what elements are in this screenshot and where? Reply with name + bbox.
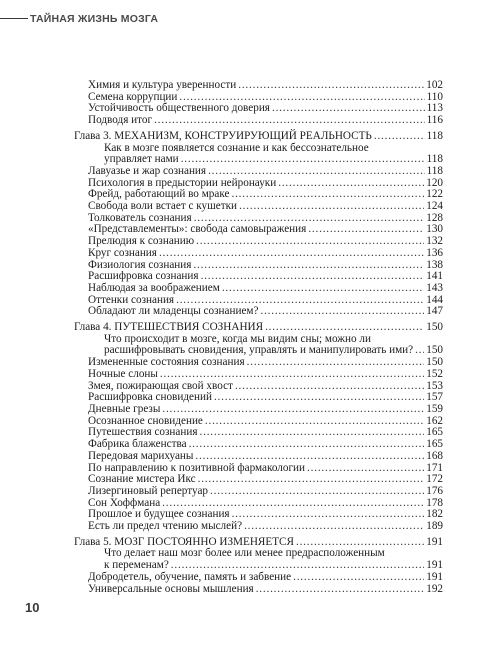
toc-page-number: 143: [426, 281, 443, 294]
toc-page-number: 172: [426, 473, 443, 486]
toc-entry-title: Как в мозге появляется сознание и как бессознательное: [104, 141, 369, 154]
toc-entry-title: Семена коррупции: [88, 90, 178, 103]
toc-entry: [74, 80, 443, 92]
toc-entry-title: Фабрика блаженства: [88, 438, 187, 451]
dot-leader: [307, 463, 424, 475]
dot-leader: [208, 166, 425, 178]
toc-entry-title: Толкователь сознания: [88, 211, 192, 224]
toc-page-number: 165: [426, 438, 443, 451]
dot-leader: [196, 236, 424, 248]
dot-leader: [160, 369, 424, 381]
toc-page-number: 110: [426, 90, 443, 103]
toc-entry-title: Глава 4. ПУТЕШЕСТВИЯ СОЗНАНИЯ: [74, 321, 264, 334]
toc-page-number: 132: [426, 235, 443, 248]
toc-entry-title: к переменам?: [104, 559, 169, 572]
dot-leader: [195, 451, 424, 463]
toc-chapter: [74, 131, 443, 143]
dot-leader: [247, 357, 425, 369]
dot-leader: [256, 584, 425, 596]
toc-page-number: 153: [426, 379, 443, 392]
toc-entry-title: Наблюдая за воображением: [88, 281, 220, 294]
toc-entry-title: Фрейд, работающий во мраке: [88, 188, 230, 201]
toc-entry-title: Осознанное сновидение: [88, 414, 203, 427]
toc-entry-title: Змея, пожирающая свой хвост: [88, 379, 233, 392]
dot-leader: [239, 201, 424, 213]
dot-leader: [231, 189, 424, 201]
dot-leader: [260, 306, 424, 318]
dot-leader: [293, 572, 424, 584]
dot-leader: [162, 404, 424, 416]
toc-entry-title: «Представлементы»: свобода самовыражения: [88, 223, 307, 236]
toc-entry: [74, 201, 443, 213]
toc-entry: [74, 572, 443, 584]
toc-page-number: 150: [426, 344, 443, 357]
table-of-contents: [74, 80, 443, 595]
dot-leader: [374, 131, 425, 143]
dot-leader: [198, 474, 425, 486]
toc-page-number: 191: [426, 570, 443, 583]
toc-entry-title: Путешествия сознания: [88, 426, 198, 439]
dot-leader: [181, 154, 425, 166]
toc-page-number: 182: [426, 508, 443, 521]
toc-entry-title: Обладают ли младенцы сознанием?: [88, 305, 259, 318]
toc-page-number: 178: [426, 496, 443, 509]
toc-entry: [74, 306, 443, 318]
toc-entry-title: По направлению к позитивной фармакологии: [88, 461, 306, 474]
toc-entry-title: Лавуазье и жар сознания: [88, 164, 207, 177]
toc-page-number: 138: [426, 258, 443, 271]
toc-page-number: 150: [426, 321, 443, 334]
toc-entry-title: Психология в предыстории нейронауки: [88, 176, 277, 189]
toc-entry-title: Подводя итог: [88, 114, 153, 127]
dot-leader: [200, 427, 425, 439]
toc-entry-title: Физиология сознания: [88, 258, 192, 271]
toc-page-number: 192: [426, 582, 443, 595]
header-rule: [0, 18, 28, 19]
toc-page-number: 159: [426, 402, 443, 415]
dot-leader: [278, 178, 424, 190]
toc-page-number: 168: [426, 449, 443, 462]
toc-entry: [74, 115, 443, 127]
toc-entry-title: Передовая марихуаны: [88, 449, 194, 462]
toc-entry-title: Есть ли предел чтению мыслей?: [88, 520, 243, 533]
toc-entry: [74, 283, 443, 295]
toc-page-number: 118: [426, 153, 443, 166]
toc-page-number: 171: [426, 461, 443, 474]
toc-entry-title: Устойчивость общественного доверия: [88, 102, 270, 115]
toc-entry-title: Расшифровка сознания: [88, 270, 199, 283]
dot-leader: [189, 439, 425, 451]
dot-leader: [308, 224, 424, 236]
toc-entry-title: Свобода воли встает с кушетки: [88, 200, 238, 213]
toc-page-number: 128: [426, 211, 443, 224]
toc-page-number: 147: [426, 305, 443, 318]
toc-entry-title: Универсальные основы мышления: [88, 582, 254, 595]
toc-entry-title: Расшифровка сновидений: [88, 391, 212, 404]
toc-entry-title: Прелюдия к сознанию: [88, 235, 195, 248]
toc-entry-title: Измененные состояния сознания: [88, 356, 245, 369]
dot-leader: [154, 115, 425, 127]
toc-page-number: 130: [426, 223, 443, 236]
toc-entry: [74, 486, 443, 498]
dot-leader: [244, 521, 424, 533]
dot-leader: [222, 283, 424, 295]
toc-page-number: 144: [426, 293, 443, 306]
toc-entry-title: Что происходит в мозге, когда мы видим сны; можно ли: [104, 332, 371, 345]
toc-page-number: 157: [426, 391, 443, 404]
toc-chapter: [74, 322, 443, 334]
dot-leader: [272, 103, 425, 115]
dot-leader: [193, 260, 424, 272]
toc-entry-title: Сознание мистера Икс: [88, 473, 196, 486]
toc-page-number: 136: [426, 246, 443, 259]
toc-page-number: 118: [426, 129, 443, 142]
toc-entry-title: Добродетель, обучение, память и забвение: [88, 570, 292, 583]
page-number: 10: [25, 600, 40, 615]
toc-entry: [74, 451, 443, 463]
toc-entry-title: Ночные слоны: [88, 367, 158, 380]
dot-leader: [265, 322, 424, 334]
toc-page-number: 189: [426, 520, 443, 533]
toc-entry-title: расшифровывать сновидения, управлять и манипулировать ими?: [104, 344, 414, 357]
running-header: ТАЙНАЯ ЖИЗНЬ МОЗГА: [30, 13, 159, 25]
toc-page-number: 191: [426, 535, 443, 548]
toc-page-number: 124: [426, 200, 443, 213]
toc-entry-title: Химия и культура уверенности: [88, 79, 237, 91]
toc-entry-title: Лизергиновый репертуар: [88, 484, 208, 497]
toc-page-number: 152: [426, 367, 443, 380]
dot-leader: [159, 248, 424, 260]
toc-entry-title: Круг сознания: [88, 246, 157, 259]
toc-page-number: 191: [426, 559, 443, 572]
toc-page-number: 162: [426, 414, 443, 427]
toc-entry: [74, 521, 443, 533]
toc-page-number: 120: [426, 176, 443, 189]
dot-leader: [205, 416, 424, 428]
toc-entry-title: Сон Хоффмана: [88, 496, 161, 509]
dot-leader: [232, 509, 425, 521]
toc-page-number: 118: [426, 164, 443, 177]
toc-entry-title: Прошлое и будущее сознания: [88, 508, 230, 521]
toc-entry-title: Дневные грезы: [88, 402, 161, 415]
toc-entry-title: управляет нами: [104, 153, 179, 166]
toc-entry: [74, 404, 443, 416]
toc-entry-title: Оттенки сознания: [88, 293, 175, 306]
toc-entry-title: Что делает наш мозг более или менее предрасположенным: [104, 547, 385, 560]
dot-leader: [415, 345, 424, 357]
toc-page-number: 122: [426, 188, 443, 201]
toc-page-number: 102: [426, 79, 443, 91]
dot-leader: [201, 271, 425, 283]
dot-leader: [235, 381, 424, 393]
dot-leader: [210, 486, 424, 498]
toc-page-number: 176: [426, 484, 443, 497]
toc-entry: [74, 166, 443, 178]
toc-page-number: 150: [426, 356, 443, 369]
toc-page-number: 116: [426, 114, 443, 127]
toc-page-number: 141: [426, 270, 443, 283]
toc-page-number: 113: [426, 102, 443, 115]
dot-leader: [238, 80, 424, 92]
toc-page-number: 165: [426, 426, 443, 439]
toc-entry: [74, 584, 443, 596]
toc-entry-title: Глава 5. МОЗГ ПОСТОЯННО ИЗМЕНЯЕТСЯ: [74, 535, 294, 548]
toc-entry-title: Глава 3. МЕХАНИЗМ, КОНСТРУИРУЮЩИЙ РЕАЛЬНОСТЬ: [74, 129, 372, 142]
toc-entry: [74, 369, 443, 381]
dot-leader: [214, 392, 424, 404]
toc-entry: [74, 248, 443, 260]
